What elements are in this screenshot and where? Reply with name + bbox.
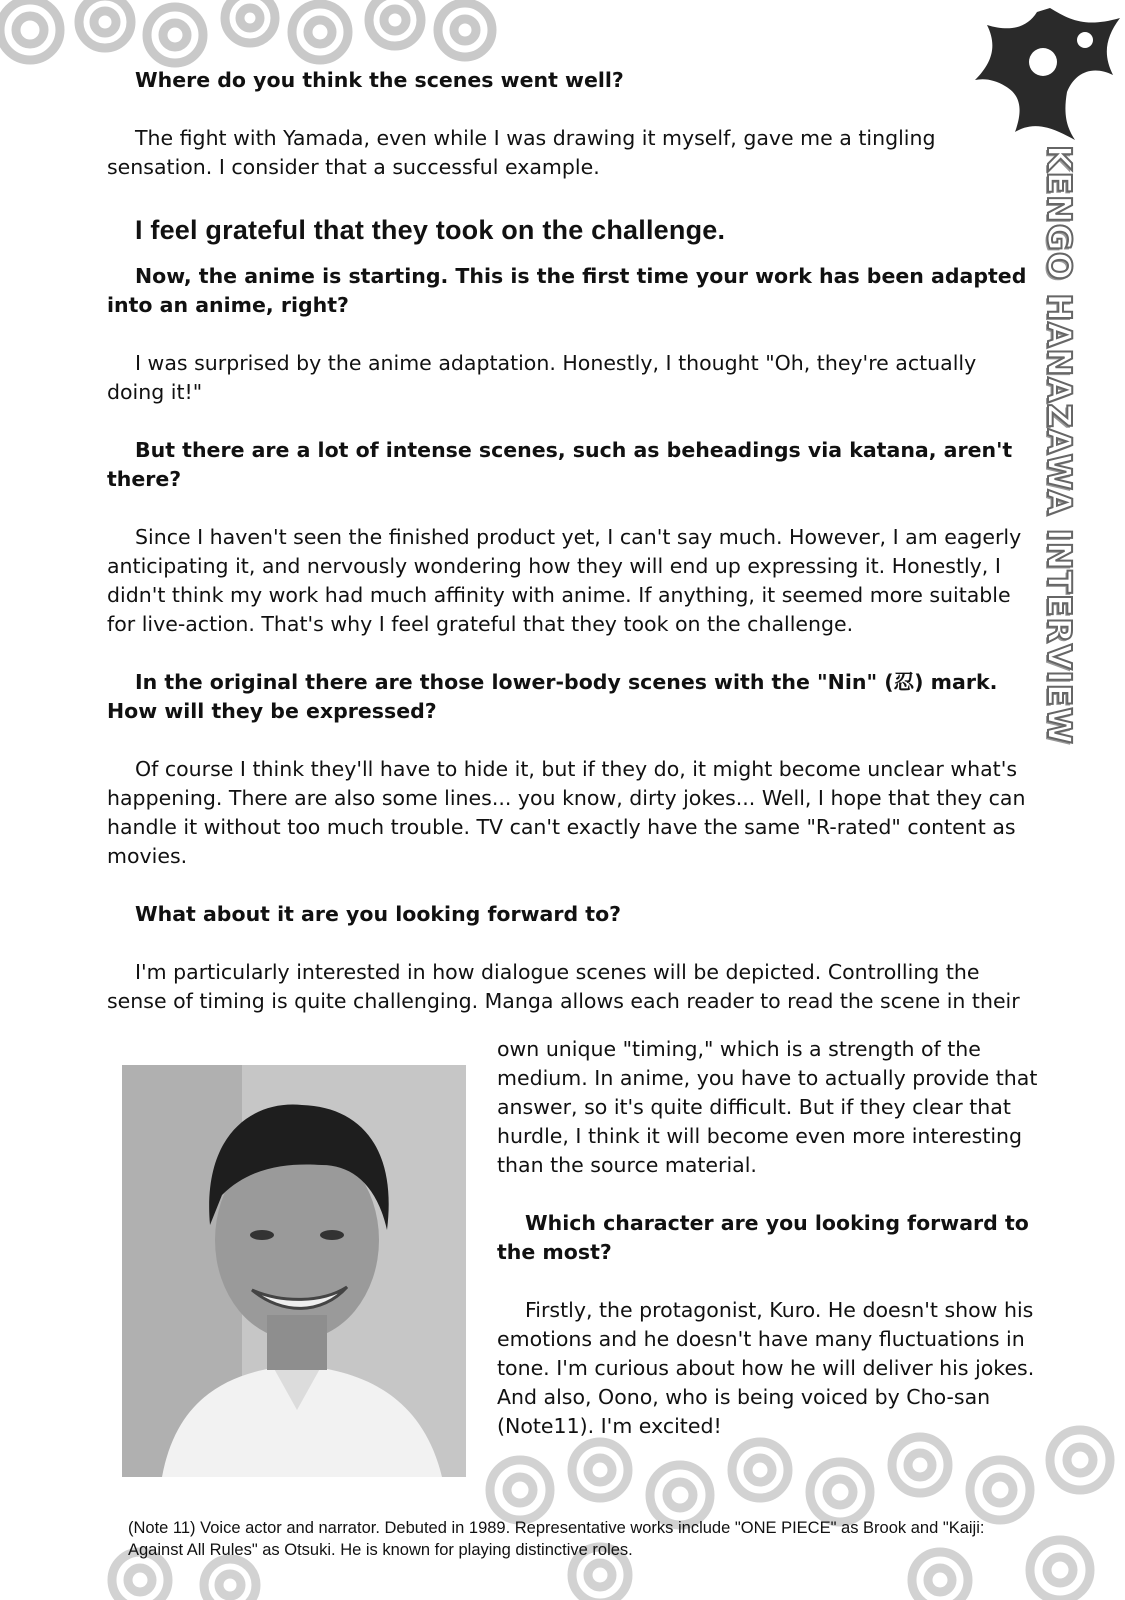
question: Now, the anime is starting. This is the first time your work has been adapted into an anime, right? xyxy=(107,264,1027,317)
article-body xyxy=(107,66,1037,1016)
footnote: (Note 11) Voice actor and narrator. Debuted in 1989. Representative works include "ONE PIECE" as Brook and "Kaiji: Against All Rules" as Otsuki. He is known for playing distinctive roles. xyxy=(128,1519,985,1559)
answer: Of course I think they'll have to hide it, but if they do, it might become unclear what's happening. There are also some lines... you know, dirty jokes... Well, I hope that they can handle it without too much trouble. TV can't exactly have the same "R-rated" content as movies. xyxy=(107,757,1026,868)
question: Where do you think the scenes went well? xyxy=(135,68,624,92)
answer: I'm particularly interested in how dialogue scenes will be depicted. Controlling the sense of timing is quite challenging. Manga allows each reader to read the scene in their xyxy=(107,960,1020,1013)
answer: The fight with Yamada, even while I was drawing it myself, gave me a tingling sensation. I consider that a successful example. xyxy=(107,126,936,179)
photo-side-column xyxy=(497,1035,1057,1441)
side-title: KENGO HANAZAWA INTERVIEW xyxy=(1040,145,1079,745)
author-photo xyxy=(122,1065,466,1477)
question: Which character are you looking forward to the most? xyxy=(497,1211,1029,1264)
question: In the original there are those lower-body scenes with the "Nin" (忍) mark. How will they be expressed? xyxy=(107,670,998,723)
answer: own unique "timing," which is a strength of the medium. In anime, you have to actually provide that answer, so it's quite difficult. But if they clear that hurdle, I think it will become even more interesting than the source material. xyxy=(497,1037,1038,1177)
answer: I was surprised by the anime adaptation. Honestly, I thought "Oh, they're actually doing it!" xyxy=(107,351,977,404)
question: What about it are you looking forward to? xyxy=(135,902,622,926)
answer: Since I haven't seen the finished product yet, I can't say much. However, I am eagerly anticipating it, and nervously wondering how they will end up expressing it. Honestly, I didn't think my work had much affinity with anime. If anything, it seemed more suitable for live-action. That's why I feel grateful that they took on the challenge. xyxy=(107,525,1022,636)
section-heading: I feel grateful that they took on the challenge. xyxy=(135,215,726,245)
answer: Firstly, the protagonist, Kuro. He doesn't show his emotions and he doesn't have many fluctuations in tone. I'm curious about how he will deliver his jokes. And also, Oono, who is being voiced by Cho-san (Note11). I'm excited! xyxy=(497,1298,1035,1438)
question: But there are a lot of intense scenes, such as beheadings via katana, aren't there? xyxy=(107,438,1013,491)
portrait-illustration xyxy=(122,1065,466,1477)
